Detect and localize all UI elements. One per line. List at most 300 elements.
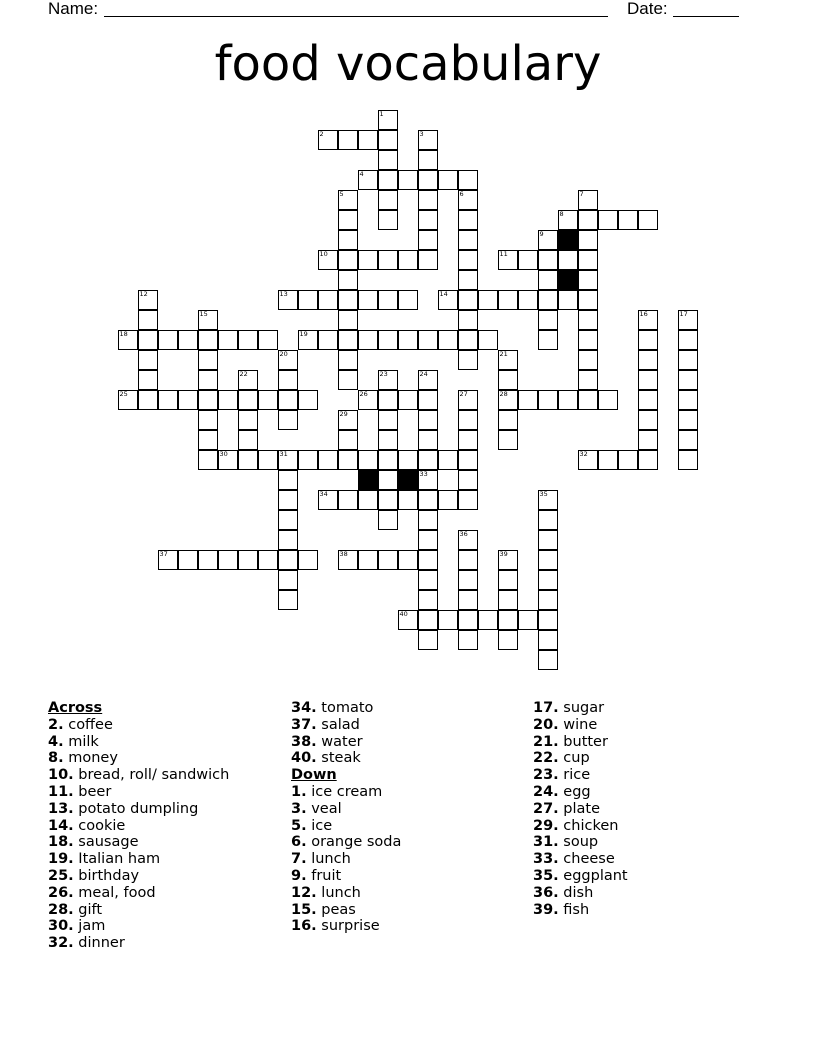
grid-cell[interactable]: [418, 630, 438, 650]
grid-cell[interactable]: [378, 490, 398, 510]
grid-cell[interactable]: [238, 410, 258, 430]
grid-cell[interactable]: [318, 330, 338, 350]
grid-cell[interactable]: [278, 290, 298, 310]
grid-cell[interactable]: [438, 610, 458, 630]
grid-cell[interactable]: [218, 390, 238, 410]
grid-cell[interactable]: [458, 270, 478, 290]
grid-cell[interactable]: [358, 170, 378, 190]
grid-cell[interactable]: [458, 630, 478, 650]
grid-cell[interactable]: [678, 310, 698, 330]
grid-cell[interactable]: [358, 390, 378, 410]
grid-cell[interactable]: [458, 250, 478, 270]
across-clue: [48, 902, 288, 919]
clue-number: 22.: [533, 750, 559, 767]
grid-cell[interactable]: [498, 390, 518, 410]
grid-cell[interactable]: [298, 550, 318, 570]
grid-cell[interactable]: [458, 170, 478, 190]
grid-cell[interactable]: [258, 330, 278, 350]
grid-cell[interactable]: [578, 350, 598, 370]
grid-cell[interactable]: [578, 230, 598, 250]
across-clue: [48, 750, 288, 767]
grid-cell[interactable]: [438, 290, 458, 310]
grid-cell[interactable]: [438, 450, 458, 470]
grid-cell[interactable]: [398, 450, 418, 470]
grid-cell[interactable]: [458, 410, 478, 430]
clue-number: 29.: [533, 817, 559, 834]
grid-cell[interactable]: [458, 610, 478, 630]
grid-cell[interactable]: [538, 590, 558, 610]
clue-text: tomato: [321, 700, 374, 716]
grid-cell[interactable]: [358, 250, 378, 270]
grid-cell[interactable]: [498, 610, 518, 630]
grid-cell[interactable]: [638, 410, 658, 430]
grid-cell[interactable]: [578, 250, 598, 270]
grid-cell[interactable]: [498, 250, 518, 270]
clue-number: 5.: [291, 817, 307, 834]
grid-cell[interactable]: [518, 250, 538, 270]
clue-text: lunch: [311, 851, 351, 868]
grid-cell[interactable]: [138, 310, 158, 330]
across-clue: [291, 717, 531, 734]
grid-cell[interactable]: [358, 450, 378, 470]
grid-cell[interactable]: [378, 290, 398, 310]
clue-text: ice cream: [311, 783, 383, 800]
grid-cell[interactable]: [198, 390, 218, 410]
grid-cell[interactable]: [458, 550, 478, 570]
clue-number: 36.: [533, 884, 559, 901]
grid-cell[interactable]: [498, 350, 518, 370]
down-clue: [291, 885, 531, 902]
grid-cell[interactable]: [278, 350, 298, 370]
grid-cell[interactable]: [538, 490, 558, 510]
grid-cell[interactable]: [378, 170, 398, 190]
grid-cell[interactable]: [418, 230, 438, 250]
clues-column-2: [291, 700, 531, 935]
across-clue: [291, 750, 531, 767]
grid-cell[interactable]: [278, 590, 298, 610]
grid-cell[interactable]: [418, 530, 438, 550]
grid-cell[interactable]: [418, 490, 438, 510]
grid-cell[interactable]: [278, 570, 298, 590]
grid-cell[interactable]: [158, 390, 178, 410]
down-clue: [291, 801, 531, 818]
grid-cell[interactable]: [158, 330, 178, 350]
down-clue: [533, 885, 773, 902]
grid-cell[interactable]: [358, 490, 378, 510]
grid-cell[interactable]: [598, 390, 618, 410]
grid-cell[interactable]: [218, 330, 238, 350]
grid-cell[interactable]: [278, 530, 298, 550]
grid-cell[interactable]: [378, 450, 398, 470]
grid-cell[interactable]: [398, 330, 418, 350]
grid-cell[interactable]: [338, 350, 358, 370]
grid-cell[interactable]: [318, 450, 338, 470]
grid-cell[interactable]: [378, 250, 398, 270]
grid-cell[interactable]: [458, 190, 478, 210]
grid-cell[interactable]: [438, 490, 458, 510]
grid-cell[interactable]: [378, 390, 398, 410]
grid-cell[interactable]: [638, 350, 658, 370]
grid-cell[interactable]: [178, 390, 198, 410]
grid-cell[interactable]: [258, 550, 278, 570]
grid-cell[interactable]: [238, 330, 258, 350]
grid-cell[interactable]: [538, 390, 558, 410]
grid-cell[interactable]: [298, 450, 318, 470]
grid-cell[interactable]: [418, 610, 438, 630]
grid-cell[interactable]: [558, 390, 578, 410]
grid-cell[interactable]: [378, 430, 398, 450]
clue-text: eggplant: [563, 867, 628, 884]
down-clue: [533, 767, 773, 784]
clue-number: 37.: [291, 716, 317, 733]
across-clue: [48, 767, 288, 784]
grid-cell[interactable]: [398, 390, 418, 410]
clue-number: 14.: [48, 817, 74, 834]
clue-text: soup: [563, 834, 599, 851]
grid-cell[interactable]: [158, 550, 178, 570]
grid-cell[interactable]: [538, 250, 558, 270]
grid-cell[interactable]: [458, 310, 478, 330]
grid-cell[interactable]: [618, 210, 638, 230]
grid-cell[interactable]: [178, 330, 198, 350]
grid-cell[interactable]: [458, 350, 478, 370]
grid-cell[interactable]: [378, 510, 398, 530]
grid-cell[interactable]: [198, 450, 218, 470]
clue-text: potato dumpling: [78, 800, 199, 817]
clue-number-label: 38: [339, 550, 348, 558]
grid-cell[interactable]: [618, 450, 638, 470]
grid-cell[interactable]: [678, 410, 698, 430]
clue-number: 12.: [291, 884, 317, 901]
grid-cell[interactable]: [318, 250, 338, 270]
grid-cell[interactable]: [278, 410, 298, 430]
grid-cell[interactable]: [338, 450, 358, 470]
grid-cell[interactable]: [278, 510, 298, 530]
grid-cell[interactable]: [338, 250, 358, 270]
grid-cell[interactable]: [418, 190, 438, 210]
clue-text: egg: [563, 783, 591, 800]
clue-number-label: 29: [339, 410, 348, 418]
grid-cell[interactable]: [418, 130, 438, 150]
grid-cell[interactable]: [278, 490, 298, 510]
grid-cell[interactable]: [138, 350, 158, 370]
grid-cell[interactable]: [558, 250, 578, 270]
clue-number: 38.: [291, 733, 317, 750]
grid-cell[interactable]: [538, 530, 558, 550]
across-clue: [48, 935, 288, 952]
across-clue: [48, 784, 288, 801]
grid-cell[interactable]: [198, 410, 218, 430]
grid-cell[interactable]: [338, 290, 358, 310]
across-clue: [48, 851, 288, 868]
grid-cell[interactable]: [498, 590, 518, 610]
grid-cell[interactable]: [458, 330, 478, 350]
grid-cell[interactable]: [258, 450, 278, 470]
grid-cell[interactable]: [418, 470, 438, 490]
grid-cell[interactable]: [138, 390, 158, 410]
grid-cell[interactable]: [198, 350, 218, 370]
grid-cell[interactable]: [458, 290, 478, 310]
clue-text: dish: [563, 884, 594, 901]
grid-cell[interactable]: [378, 410, 398, 430]
grid-cell[interactable]: [378, 190, 398, 210]
clue-number: 4.: [48, 733, 64, 750]
grid-cell[interactable]: [458, 450, 478, 470]
grid-cell[interactable]: [118, 330, 138, 350]
grid-cell[interactable]: [538, 290, 558, 310]
grid-cell[interactable]: [418, 590, 438, 610]
grid-cell[interactable]: [338, 230, 358, 250]
grid-cell[interactable]: [598, 450, 618, 470]
grid-cell[interactable]: [338, 550, 358, 570]
grid-cell[interactable]: [638, 370, 658, 390]
grid-cell[interactable]: [378, 150, 398, 170]
grid-cell[interactable]: [358, 130, 378, 150]
clue-text: sugar: [563, 700, 605, 716]
grid-cell[interactable]: [638, 450, 658, 470]
down-clue: [533, 700, 773, 717]
grid-cell[interactable]: [298, 330, 318, 350]
grid-cell[interactable]: [578, 190, 598, 210]
down-clue: [533, 868, 773, 885]
grid-cell[interactable]: [378, 110, 398, 130]
grid-cell[interactable]: [638, 310, 658, 330]
grid-cell[interactable]: [238, 450, 258, 470]
grid-cell[interactable]: [478, 610, 498, 630]
clue-text: dinner: [78, 935, 125, 952]
grid-cell[interactable]: [218, 550, 238, 570]
grid-cell[interactable]: [418, 330, 438, 350]
grid-cell[interactable]: [358, 550, 378, 570]
grid-cell[interactable]: [518, 290, 538, 310]
grid-cell[interactable]: [138, 370, 158, 390]
across-clue: [48, 885, 288, 902]
grid-cell[interactable]: [418, 250, 438, 270]
grid-cell[interactable]: [418, 450, 438, 470]
grid-cell[interactable]: [178, 550, 198, 570]
grid-cell[interactable]: [438, 170, 458, 190]
grid-cell[interactable]: [238, 430, 258, 450]
grid-cell[interactable]: [578, 210, 598, 230]
clue-number-label: 20: [279, 350, 288, 358]
grid-cell[interactable]: [538, 510, 558, 530]
grid-cell[interactable]: [118, 390, 138, 410]
across-clue: [48, 834, 288, 851]
grid-cell[interactable]: [458, 570, 478, 590]
grid-cell[interactable]: [378, 330, 398, 350]
grid-cell[interactable]: [138, 290, 158, 310]
clue-number: 2.: [48, 716, 64, 733]
grid-cell[interactable]: [418, 370, 438, 390]
clue-number: 1.: [291, 783, 307, 800]
grid-cell[interactable]: [538, 630, 558, 650]
grid-cell[interactable]: [338, 270, 358, 290]
grid-cell[interactable]: [198, 370, 218, 390]
grid-cell[interactable]: [638, 330, 658, 350]
grid-cell[interactable]: [378, 550, 398, 570]
grid-cell[interactable]: [358, 290, 378, 310]
grid-cell[interactable]: [418, 550, 438, 570]
grid-cell[interactable]: [218, 450, 238, 470]
clue-number: 23.: [533, 767, 559, 784]
clue-text: milk: [68, 733, 99, 750]
grid-cell[interactable]: [678, 430, 698, 450]
grid-cell[interactable]: [538, 310, 558, 330]
grid-cell[interactable]: [538, 270, 558, 290]
grid-cell[interactable]: [538, 570, 558, 590]
grid-cell[interactable]: [678, 450, 698, 470]
grid-cell[interactable]: [338, 410, 358, 430]
grid-cell[interactable]: [678, 370, 698, 390]
across-clue: [48, 801, 288, 818]
grid-cell[interactable]: [338, 490, 358, 510]
clue-number: 9.: [291, 867, 307, 884]
grid-cell[interactable]: [418, 430, 438, 450]
grid-cell[interactable]: [278, 450, 298, 470]
grid-cell[interactable]: [498, 290, 518, 310]
grid-cell[interactable]: [318, 490, 338, 510]
grid-cell[interactable]: [398, 170, 418, 190]
clue-number-label: 3: [419, 130, 424, 138]
down-clue: [291, 918, 531, 935]
clue-text: money: [68, 750, 118, 767]
clue-number: 20.: [533, 716, 559, 733]
grid-cell[interactable]: [358, 330, 378, 350]
grid-cell[interactable]: [198, 430, 218, 450]
grid-cell[interactable]: [458, 470, 478, 490]
grid-cell[interactable]: [298, 290, 318, 310]
grid-cell[interactable]: [678, 390, 698, 410]
grid-cell[interactable]: [338, 210, 358, 230]
grid-cell[interactable]: [418, 410, 438, 430]
clue-number-label: 30: [219, 450, 228, 458]
grid-cell[interactable]: [398, 490, 418, 510]
grid-cell[interactable]: [238, 550, 258, 570]
grid-cell[interactable]: [378, 470, 398, 490]
grid-cell[interactable]: [458, 530, 478, 550]
grid-cell[interactable]: [578, 270, 598, 290]
grid-cell[interactable]: [238, 370, 258, 390]
grid-cell[interactable]: [198, 550, 218, 570]
grid-cell[interactable]: [338, 370, 358, 390]
grid-cell[interactable]: [578, 310, 598, 330]
grid-cell[interactable]: [418, 510, 438, 530]
grid-cell[interactable]: [398, 550, 418, 570]
grid-cell[interactable]: [338, 310, 358, 330]
grid-cell[interactable]: [418, 570, 438, 590]
grid-cell[interactable]: [278, 550, 298, 570]
grid-cell[interactable]: [418, 150, 438, 170]
grid-cell[interactable]: [318, 130, 338, 150]
grid-cell[interactable]: [578, 450, 598, 470]
grid-cell[interactable]: [378, 370, 398, 390]
grid-cell[interactable]: [258, 390, 278, 410]
down-clue: [291, 784, 531, 801]
grid-cell[interactable]: [138, 330, 158, 350]
grid-cell[interactable]: [638, 430, 658, 450]
clue-number: 34.: [291, 700, 317, 716]
grid-cell[interactable]: [338, 130, 358, 150]
grid-cell[interactable]: [458, 430, 478, 450]
grid-cell[interactable]: [238, 390, 258, 410]
grid-cell[interactable]: [558, 290, 578, 310]
grid-cell[interactable]: [678, 330, 698, 350]
grid-cell[interactable]: [198, 310, 218, 330]
grid-cell[interactable]: [298, 390, 318, 410]
grid-cell[interactable]: [278, 370, 298, 390]
grid-cell[interactable]: [458, 390, 478, 410]
grid-cell[interactable]: [278, 470, 298, 490]
grid-cell[interactable]: [518, 610, 538, 630]
grid-cell[interactable]: [398, 290, 418, 310]
clue-text: butter: [563, 733, 608, 750]
clue-number: 21.: [533, 733, 559, 750]
grid-cell[interactable]: [338, 430, 358, 450]
grid-cell[interactable]: [578, 330, 598, 350]
grid-cell[interactable]: [598, 210, 618, 230]
grid-cell[interactable]: [538, 330, 558, 350]
clue-number: 16.: [291, 918, 317, 935]
grid-cell[interactable]: [498, 630, 518, 650]
down-clue: [533, 801, 773, 818]
grid-cell[interactable]: [418, 210, 438, 230]
grid-cell[interactable]: [378, 210, 398, 230]
across-clue: [48, 734, 288, 751]
clue-text: orange soda: [311, 834, 402, 851]
grid-cell[interactable]: [198, 330, 218, 350]
grid-cell[interactable]: [578, 290, 598, 310]
grid-cell[interactable]: [478, 290, 498, 310]
grid-cell[interactable]: [418, 390, 438, 410]
grid-cell[interactable]: [478, 330, 498, 350]
grid-cell[interactable]: [678, 350, 698, 370]
grid-cell[interactable]: [398, 610, 418, 630]
grid-cell[interactable]: [498, 570, 518, 590]
clue-text: surprise: [321, 918, 380, 935]
clue-text: lunch: [321, 884, 361, 901]
grid-cell[interactable]: [638, 390, 658, 410]
grid-cell[interactable]: [578, 390, 598, 410]
grid-cell[interactable]: [458, 230, 478, 250]
clue-number-label: 23: [379, 370, 388, 378]
grid-cell[interactable]: [518, 390, 538, 410]
grid-cell[interactable]: [538, 230, 558, 250]
grid-cell[interactable]: [458, 490, 478, 510]
grid-cell[interactable]: [398, 250, 418, 270]
grid-cell[interactable]: [338, 330, 358, 350]
grid-cell[interactable]: [458, 590, 478, 610]
grid-cell[interactable]: [538, 550, 558, 570]
grid-cell[interactable]: [318, 290, 338, 310]
grid-cell[interactable]: [538, 650, 558, 670]
grid-cell[interactable]: [278, 390, 298, 410]
grid-cell[interactable]: [498, 430, 518, 450]
grid-cell[interactable]: [458, 210, 478, 230]
grid-cell[interactable]: [338, 190, 358, 210]
grid-cell[interactable]: [638, 210, 658, 230]
grid-cell[interactable]: [438, 330, 458, 350]
grid-cell[interactable]: [558, 210, 578, 230]
grid-cell[interactable]: [498, 370, 518, 390]
grid-cell[interactable]: [498, 550, 518, 570]
black-cell: [558, 230, 578, 250]
grid-cell[interactable]: [578, 370, 598, 390]
grid-cell[interactable]: [498, 410, 518, 430]
grid-cell[interactable]: [418, 170, 438, 190]
grid-cell[interactable]: [378, 130, 398, 150]
grid-cell[interactable]: [538, 610, 558, 630]
clue-number-label: 14: [439, 290, 448, 298]
